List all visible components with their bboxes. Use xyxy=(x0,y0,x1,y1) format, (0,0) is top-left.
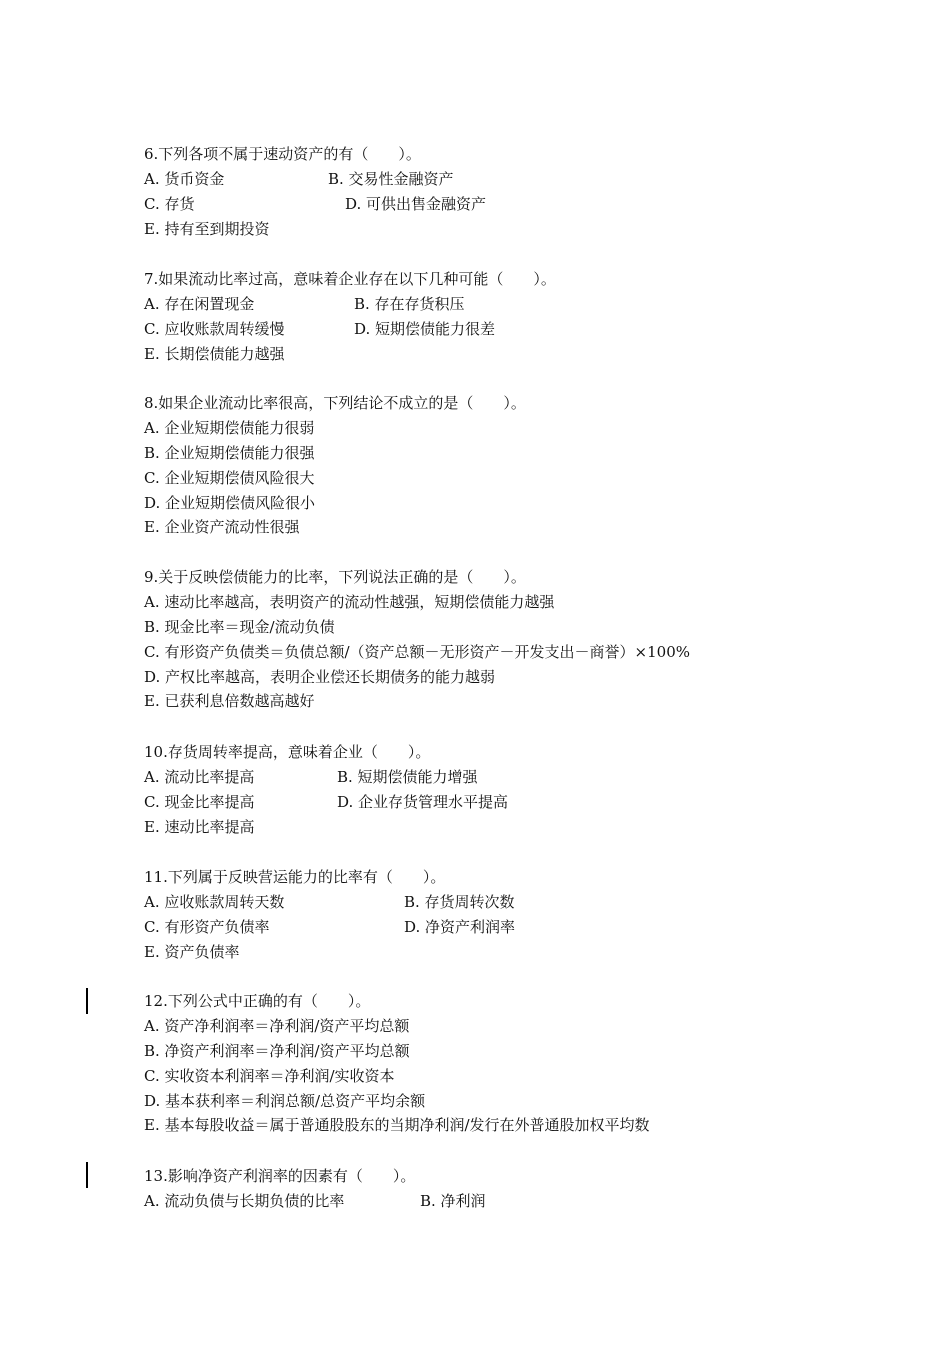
option-e: E. 企业资产流动性很强 xyxy=(144,518,300,537)
option-row xyxy=(144,1089,924,1114)
option-c: C. 有形资产负债率 xyxy=(144,917,270,936)
question-stem: 7.如果流动比率过高，意味着企业存在以下几种可能（ ）。 xyxy=(144,270,556,288)
question-8 xyxy=(144,391,924,540)
option-c: C. 有形资产负债类＝负债总额/（资产总额－无形资产－开发支出－商誉）×100% xyxy=(144,642,690,661)
option-d: D. 产权比率越高，表明企业偿还长期债务的能力越弱 xyxy=(144,667,496,686)
option-d: D. 企业短期偿债风险很小 xyxy=(144,493,316,512)
option-row xyxy=(144,765,924,790)
option-a: A. 货币资金 xyxy=(144,169,225,188)
option-a: A. 速动比率越高，表明资产的流动性越强，短期偿债能力越强 xyxy=(144,592,555,611)
option-c: C. 应收账款周转缓慢 xyxy=(144,319,285,338)
question-6 xyxy=(144,142,924,242)
option-row xyxy=(144,940,924,965)
question-stem: 12.下列公式中正确的有（ ）。 xyxy=(144,992,371,1010)
option-b: B. 企业短期偿债能力很强 xyxy=(144,443,315,462)
question-stem: 13.影响净资产利润率的因素有（ ）。 xyxy=(144,1167,416,1185)
option-b: B. 短期偿债能力增强 xyxy=(337,767,478,786)
option-a: A. 流动比率提高 xyxy=(144,767,255,786)
option-d: D. 净资产利润率 xyxy=(404,917,516,936)
option-a: A. 存在闲置现金 xyxy=(144,294,255,313)
option-b: B. 存货周转次数 xyxy=(404,892,515,911)
option-d: D. 基本获利率＝利润总额/总资产平均余额 xyxy=(144,1091,426,1110)
option-b: B. 存在存货积压 xyxy=(354,294,465,313)
option-row xyxy=(144,515,924,540)
option-row xyxy=(144,890,924,915)
option-b: B. 现金比率＝现金/流动负债 xyxy=(144,617,335,636)
option-e: E. 持有至到期投资 xyxy=(144,219,270,238)
option-b: B. 交易性金融资产 xyxy=(328,169,454,188)
option-row xyxy=(144,317,924,342)
question-9 xyxy=(144,565,924,714)
option-a: A. 流动负债与长期负债的比率 xyxy=(144,1191,345,1210)
option-row xyxy=(144,815,924,840)
option-row xyxy=(144,416,924,441)
option-row xyxy=(144,915,924,940)
option-c: C. 存货 xyxy=(144,194,195,213)
option-d: D. 可供出售金融资产 xyxy=(345,194,487,213)
option-row xyxy=(144,342,924,367)
question-11 xyxy=(144,865,924,965)
question-stem: 10.存货周转率提高，意味着企业（ ）。 xyxy=(144,743,431,761)
option-row xyxy=(144,1064,924,1089)
option-row xyxy=(144,192,924,217)
question-13 xyxy=(144,1164,924,1214)
option-c: C. 现金比率提高 xyxy=(144,792,255,811)
option-row xyxy=(144,640,924,665)
question-stem: 8.如果企业流动比率很高，下列结论不成立的是（ ）。 xyxy=(144,394,526,412)
option-a: A. 企业短期偿债能力很弱 xyxy=(144,418,315,437)
option-row xyxy=(144,689,924,714)
option-e: E. 速动比率提高 xyxy=(144,817,255,836)
option-row xyxy=(144,217,924,242)
option-d: D. 短期偿债能力很差 xyxy=(354,319,496,338)
option-b: B. 净资产利润率＝净利润/资产平均总额 xyxy=(144,1041,410,1060)
option-row xyxy=(144,1039,924,1064)
option-a: A. 资产净利润率＝净利润/资产平均总额 xyxy=(144,1016,410,1035)
option-e: E. 已获利息倍数越高越好 xyxy=(144,692,315,711)
revision-bar xyxy=(86,988,88,1014)
option-row xyxy=(144,292,924,317)
option-row xyxy=(144,615,924,640)
revision-bar xyxy=(86,1162,88,1188)
option-row xyxy=(144,590,924,615)
question-12 xyxy=(144,989,924,1138)
question-stem: 9.关于反映偿债能力的比率，下列说法正确的是（ ）。 xyxy=(144,568,526,586)
option-row xyxy=(144,1113,924,1138)
option-c: C. 企业短期偿债风险很大 xyxy=(144,468,315,487)
option-e: E. 资产负债率 xyxy=(144,942,240,961)
option-row xyxy=(144,1189,924,1214)
question-7 xyxy=(144,267,924,367)
question-stem: 11.下列属于反映营运能力的比率有（ ）。 xyxy=(144,868,446,886)
option-row xyxy=(144,466,924,491)
option-e: E. 长期偿债能力越强 xyxy=(144,344,285,363)
option-b: B. 净利润 xyxy=(420,1191,486,1210)
option-row xyxy=(144,167,924,192)
question-stem: 6.下列各项不属于速动资产的有（ ）。 xyxy=(144,145,421,163)
option-d: D. 企业存货管理水平提高 xyxy=(337,792,509,811)
option-row xyxy=(144,790,924,815)
option-row xyxy=(144,1014,924,1039)
option-row xyxy=(144,441,924,466)
option-e: E. 基本每股收益＝属于普通股股东的当期净利润/发行在外普通股加权平均数 xyxy=(144,1116,650,1135)
option-row xyxy=(144,665,924,690)
option-a: A. 应收账款周转天数 xyxy=(144,892,285,911)
question-10 xyxy=(144,740,924,840)
option-c: C. 实收资本利润率＝净利润/实收资本 xyxy=(144,1066,395,1085)
option-row xyxy=(144,491,924,516)
